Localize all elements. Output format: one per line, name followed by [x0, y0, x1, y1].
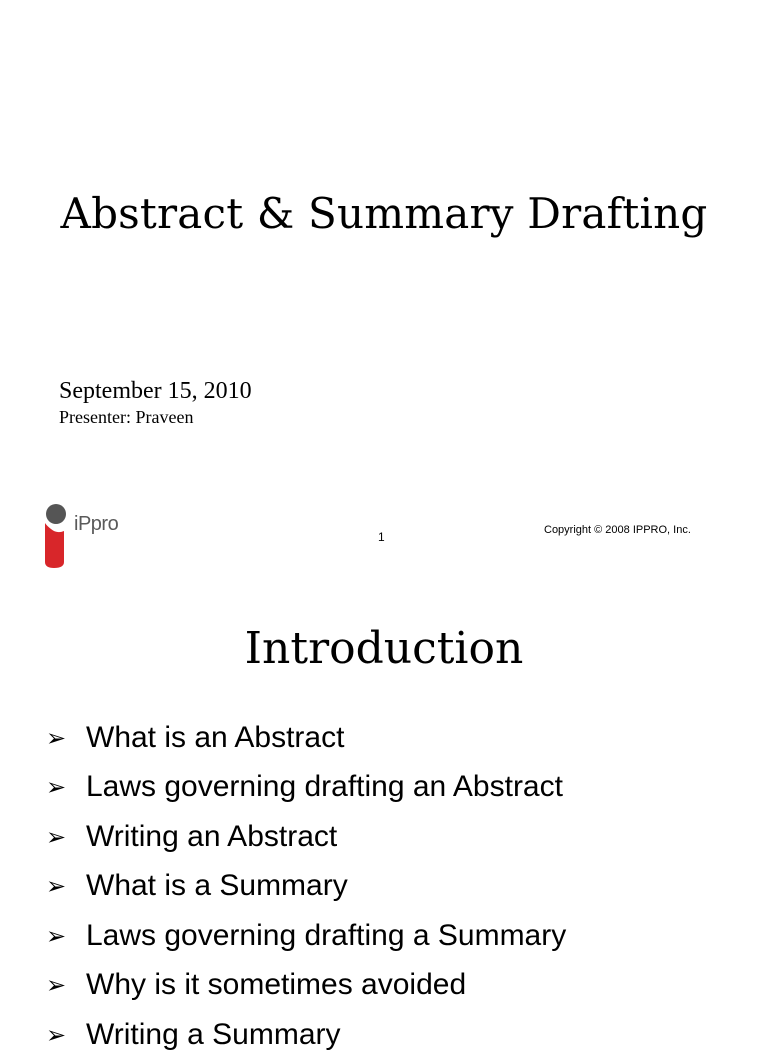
list-item — [46, 961, 566, 1011]
logo-dot — [46, 504, 66, 524]
slide-title: Abstract & Summary Drafting — [60, 189, 708, 238]
copyright-notice: Copyright © 2008 IPPRO, Inc. — [544, 524, 691, 536]
bullet-text: Writing an Abstract — [86, 819, 338, 853]
list-item — [46, 713, 566, 763]
bullet-text: Laws governing drafting a Summary — [86, 918, 567, 952]
arrow-bullet-icon: ➢ — [46, 822, 67, 851]
arrow-bullet-icon: ➢ — [46, 921, 67, 950]
list-item — [46, 911, 566, 961]
presentation-date: September 15, 2010 — [59, 378, 252, 404]
arrow-bullet-icon: ➢ — [46, 723, 67, 752]
list-item — [46, 1010, 566, 1060]
introduction-slide — [0, 580, 768, 1051]
bullet-list — [46, 713, 566, 1060]
page-number: 1 — [378, 530, 385, 544]
presenter-name: Presenter: Praveen — [59, 407, 194, 427]
logo-bar — [45, 523, 64, 568]
arrow-bullet-icon: ➢ — [46, 773, 67, 802]
bullet-text: What is a Summary — [86, 869, 348, 903]
bullet-text: Laws governing drafting an Abstract — [86, 770, 563, 804]
arrow-bullet-icon: ➢ — [46, 1020, 67, 1049]
bullet-text: Why is it sometimes avoided — [86, 968, 467, 1002]
slide-title: Introduction — [244, 623, 524, 674]
logo-wordmark: iPpro — [74, 513, 119, 535]
arrow-bullet-icon: ➢ — [46, 872, 67, 901]
bullet-text: Writing a Summary — [86, 1017, 341, 1051]
list-item — [46, 812, 566, 862]
arrow-bullet-icon: ➢ — [46, 971, 67, 1000]
list-item — [46, 862, 566, 912]
bullet-text: What is an Abstract — [86, 720, 345, 754]
list-item — [46, 763, 566, 813]
